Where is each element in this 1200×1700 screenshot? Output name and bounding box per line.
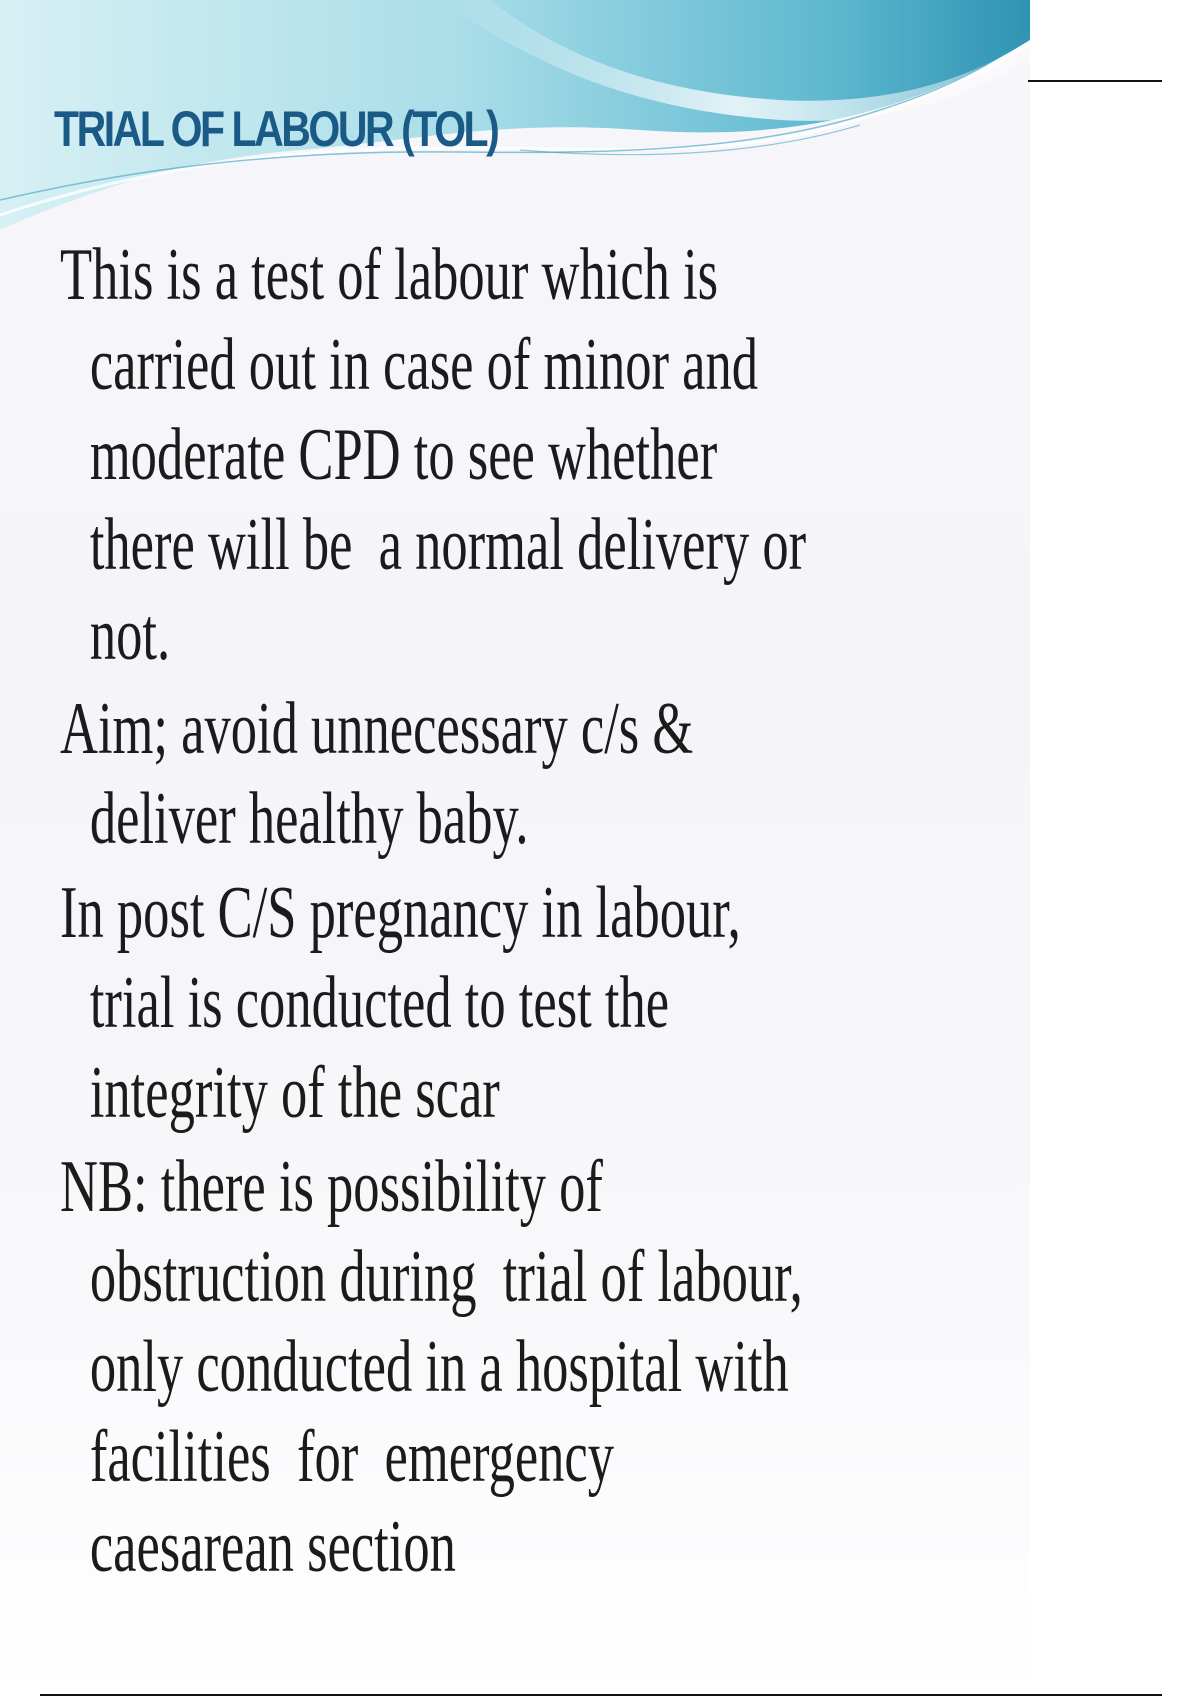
slide-body: [60, 230, 827, 1596]
paragraph-post-cs: In post C/S pregnancy in labour, trial is conducted to test the integrity of the scar: [60, 872, 754, 1134]
paragraph-nb: NB: there is possibility of obstruction during trial of labour, only conducted in a hospital with facilities for emergency caesarean section: [60, 1146, 816, 1588]
slide-title: TRIAL OF LABOUR (TOL): [54, 101, 498, 157]
bottom-rule: [40, 1694, 1162, 1696]
paragraph-definition: This is a test of labour which is carried out in case of minor and moderate CPD to see whether there will be a normal delivery or not.: [60, 234, 820, 676]
paragraph-aim: Aim; avoid unnecessary c/s & deliver healthy baby.: [60, 688, 707, 860]
top-rule: [1028, 80, 1162, 82]
